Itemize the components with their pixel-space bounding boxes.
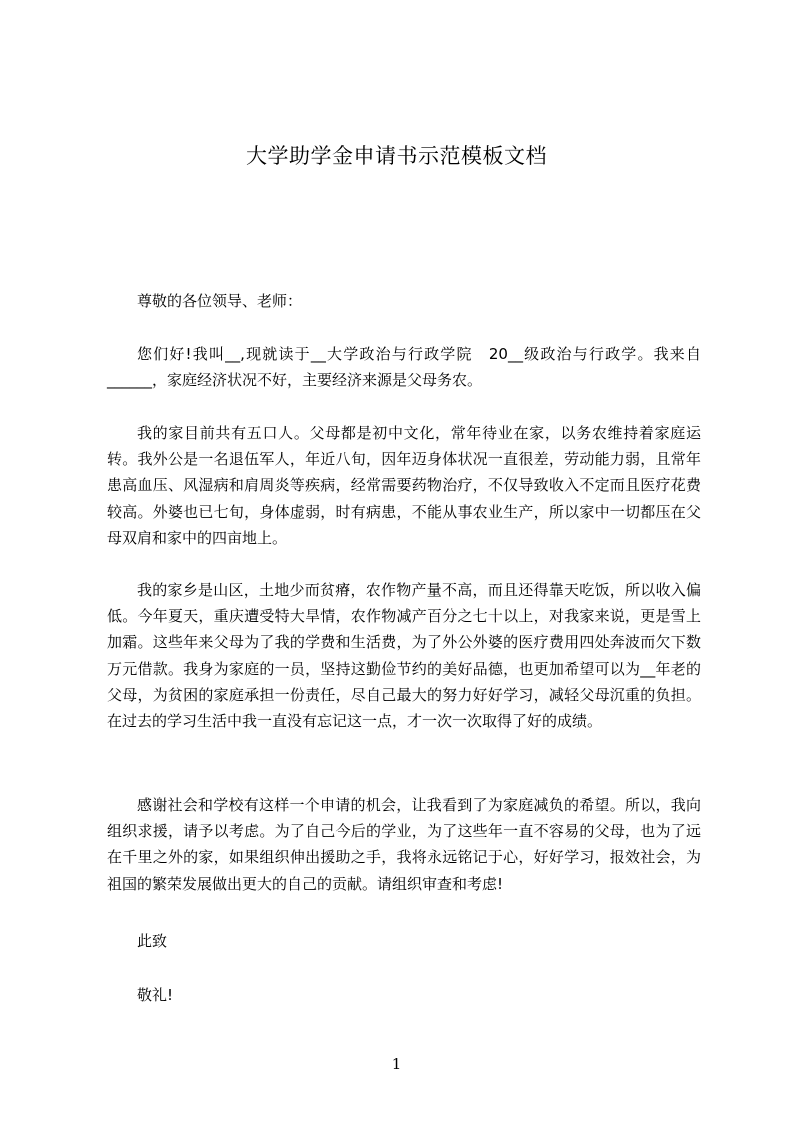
paragraph-thanks: 感谢社会和学校有这样一个申请的机会，让我看到了为家庭减负的希望。所以，我向组织求援，请予以考虑。为了自己今后的学业，为了这些年一直不容易的父母，也为了远在千里之外的家，如果组织伸出援助之手，我将永远铭记于心，好好学习，报效社会，为祖国的繁荣发展做出更大的自己的贡献。请组织审查和考虑!	[107, 796, 701, 893]
salutation: 尊敬的各位领导、老师：	[137, 292, 303, 310]
page-number: 1	[391, 1055, 402, 1073]
paragraph-family: 我的家目前共有五口人。父母都是初中文化，常年待业在家，以务农维持着家庭运转。我外公是一名退伍军人，年近八旬，因年迈身体状况一直很差，劳动能力弱，且常年患高血压、风湿病和肩周炎等疾病，经常需要药物治疗，不仅导致收入不定而且医疗花费较高。外婆也已七旬，身体虚弱，时有病患，不能从事农业生产，所以家中一切都压在父母双肩和家中的四亩地上。	[107, 424, 701, 547]
paragraph-intro: 您们好!我叫__,现就读于__大学政治与行政学院 20__级政治与行政学。我来自______，家庭经济状况不好，主要经济来源是父母务农。	[107, 345, 701, 390]
paragraph-hometown: 我的家乡是山区，土地少而贫瘠，农作物产量不高，而且还得靠天吃饭，所以收入偏低。今年夏天，重庆遭受特大旱情，农作物减产百分之七十以上，对我家来说，更是雪上加霜。这些年来父母为了我的学费和生活费，为了外公外婆的医疗费用四处奔波而欠下数万元借款。我身为家庭的一员，坚持这勤俭节约的美好品德，也更加希望可以为__年老的父母，为贫困的家庭承担一份责任，尽自己最大的努力好好学习，减轻父母沉重的负担。在过去的学习生活中我一直没有忘记这一点，才一次一次取得了好的成绩。	[107, 581, 701, 731]
closing-zhizhi: 此致	[137, 932, 168, 950]
closing-jingli: 敬礼!	[137, 986, 174, 1004]
document-title: 大学助学金申请书示范模板文档	[246, 144, 547, 168]
